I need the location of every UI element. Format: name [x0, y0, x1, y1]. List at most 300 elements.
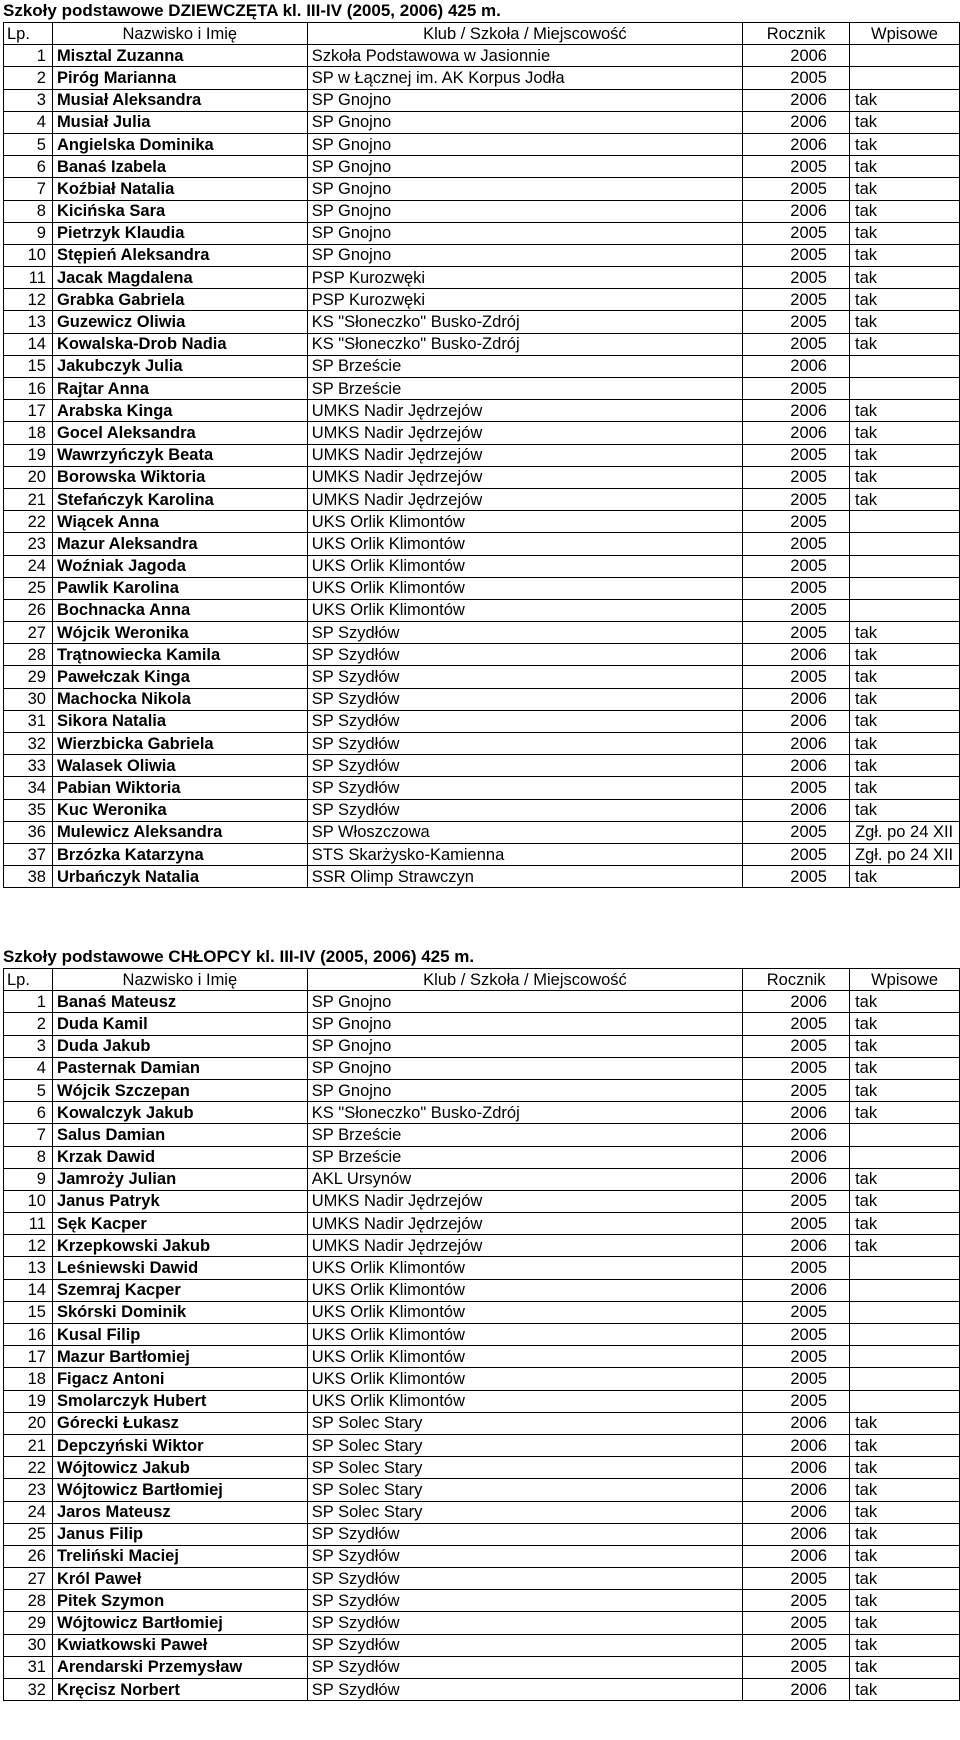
cell-lp: 20 [4, 466, 53, 488]
cell-year: 2005 [743, 1190, 850, 1212]
cell-name: Wawrzyńczyk Beata [52, 444, 307, 466]
cell-year: 2005 [743, 1301, 850, 1323]
cell-fee [849, 599, 959, 621]
cell-lp: 1 [4, 991, 53, 1013]
cell-name: Kowalska-Drob Nadia [52, 333, 307, 355]
cell-fee [850, 1368, 960, 1390]
cell-name: Mulewicz Aleksandra [52, 821, 307, 843]
table-row [4, 1346, 960, 1368]
cell-club: SP Solec Stary [307, 1412, 742, 1434]
cell-fee: tak [849, 222, 959, 244]
table-row [4, 991, 960, 1013]
cell-name: Janus Patryk [52, 1190, 307, 1212]
cell-lp: 5 [4, 133, 53, 155]
table-row [4, 111, 960, 133]
cell-club: SP Solec Stary [307, 1434, 742, 1456]
cell-fee: tak [849, 400, 959, 422]
header-name: Nazwisko i Imię [52, 969, 307, 991]
cell-lp: 10 [4, 1190, 53, 1212]
cell-fee: tak [850, 1523, 960, 1545]
cell-name: Stępień Aleksandra [52, 244, 307, 266]
cell-club: SP Szydłów [307, 1679, 742, 1701]
cell-lp: 19 [4, 1390, 53, 1412]
cell-year: 2006 [743, 133, 850, 155]
cell-name: Pabian Wiktoria [52, 777, 307, 799]
table-row [4, 1168, 960, 1190]
cell-fee: tak [850, 1057, 960, 1079]
cell-club: SP Gnojno [307, 1013, 742, 1035]
cell-lp: 32 [4, 1679, 53, 1701]
cell-fee [850, 1301, 960, 1323]
cell-name: Pawełczak Kinga [52, 666, 307, 688]
cell-fee: tak [849, 866, 959, 888]
cell-year: 2005 [743, 1634, 850, 1656]
cell-club: UMKS Nadir Jędrzejów [307, 444, 742, 466]
cell-fee [849, 67, 959, 89]
cell-club: UMKS Nadir Jędrzejów [307, 1213, 742, 1235]
cell-fee: tak [849, 422, 959, 444]
cell-lp: 13 [4, 311, 53, 333]
cell-fee: tak [850, 1213, 960, 1235]
cell-name: Wiącek Anna [52, 511, 307, 533]
cell-fee: tak [850, 1035, 960, 1057]
cell-fee [849, 511, 959, 533]
cell-fee [849, 355, 959, 377]
boys-table [3, 968, 960, 1701]
table-row [4, 533, 960, 555]
cell-club: UKS Orlik Klimontów [307, 1279, 742, 1301]
cell-lp: 26 [4, 599, 53, 621]
cell-year: 2005 [743, 1656, 850, 1678]
cell-name: Sikora Natalia [52, 710, 307, 732]
cell-club: SP Gnojno [307, 89, 742, 111]
cell-name: Kicińska Sara [52, 200, 307, 222]
table-row [4, 821, 960, 843]
cell-fee [850, 1124, 960, 1146]
cell-lp: 16 [4, 378, 53, 400]
table-row [4, 488, 960, 510]
cell-name: Wierzbicka Gabriela [52, 733, 307, 755]
cell-year: 2005 [743, 1612, 850, 1634]
cell-lp: 6 [4, 156, 53, 178]
cell-name: Król Paweł [52, 1568, 307, 1590]
cell-fee: tak [850, 1434, 960, 1456]
cell-fee [849, 577, 959, 599]
cell-lp: 38 [4, 866, 53, 888]
table-row [4, 1457, 960, 1479]
cell-name: Angielska Dominika [52, 133, 307, 155]
header-lp: Lp. [4, 969, 53, 991]
cell-club: AKL Ursynów [307, 1168, 742, 1190]
table-row [4, 1390, 960, 1412]
cell-lp: 6 [4, 1102, 53, 1124]
cell-club: UKS Orlik Klimontów [307, 1390, 742, 1412]
cell-year: 2005 [743, 843, 850, 865]
cell-year: 2005 [743, 622, 850, 644]
cell-name: Wójcik Szczepan [52, 1079, 307, 1101]
table-row [4, 843, 960, 865]
cell-lp: 2 [4, 67, 53, 89]
cell-year: 2006 [743, 1279, 850, 1301]
cell-lp: 25 [4, 577, 53, 599]
cell-name: Janus Filip [52, 1523, 307, 1545]
cell-year: 2006 [743, 1679, 850, 1701]
table-row [4, 466, 960, 488]
cell-name: Walasek Oliwia [52, 755, 307, 777]
cell-year: 2006 [743, 688, 850, 710]
table-row [4, 289, 960, 311]
cell-year: 2006 [743, 400, 850, 422]
table-row [4, 267, 960, 289]
table-row [4, 1568, 960, 1590]
cell-name: Pasternak Damian [52, 1057, 307, 1079]
cell-lp: 12 [4, 1235, 53, 1257]
cell-name: Wójtowicz Bartłomiej [52, 1612, 307, 1634]
cell-name: Krzepkowski Jakub [52, 1235, 307, 1257]
table-row [4, 1035, 960, 1057]
cell-year: 2006 [743, 89, 850, 111]
cell-lp: 10 [4, 244, 53, 266]
cell-year: 2006 [743, 710, 850, 732]
cell-year: 2005 [743, 444, 850, 466]
table-row [4, 1013, 960, 1035]
table-row [4, 511, 960, 533]
cell-lp: 3 [4, 89, 53, 111]
cell-club: SP Szydłów [307, 666, 742, 688]
cell-year: 2006 [743, 111, 850, 133]
cell-name: Machocka Nikola [52, 688, 307, 710]
table-row [4, 244, 960, 266]
cell-fee [850, 1324, 960, 1346]
cell-club: SP Gnojno [307, 222, 742, 244]
table-row [4, 1257, 960, 1279]
cell-year: 2005 [743, 1257, 850, 1279]
cell-lp: 8 [4, 200, 53, 222]
cell-year: 2006 [743, 1124, 850, 1146]
table-row [4, 799, 960, 821]
cell-name: Pawlik Karolina [52, 577, 307, 599]
cell-name: Musiał Aleksandra [52, 89, 307, 111]
cell-year: 2005 [743, 466, 850, 488]
cell-club: UMKS Nadir Jędrzejów [307, 400, 742, 422]
table-row [4, 67, 960, 89]
cell-lp: 11 [4, 1213, 53, 1235]
cell-fee: tak [849, 733, 959, 755]
cell-year: 2006 [743, 355, 850, 377]
cell-lp: 27 [4, 1568, 53, 1590]
cell-lp: 4 [4, 111, 53, 133]
cell-fee: tak [850, 1590, 960, 1612]
header-name: Nazwisko i Imię [52, 23, 307, 45]
table-row [4, 355, 960, 377]
header-year: Rocznik [743, 969, 850, 991]
cell-name: Kusal Filip [52, 1324, 307, 1346]
cell-lp: 5 [4, 1079, 53, 1101]
cell-club: SP Szydłów [307, 733, 742, 755]
cell-year: 2005 [743, 599, 850, 621]
cell-year: 2005 [743, 267, 850, 289]
cell-name: Banaś Mateusz [52, 991, 307, 1013]
cell-fee: tak [849, 799, 959, 821]
cell-club: SP Szydłów [307, 1634, 742, 1656]
cell-club: KS "Słoneczko" Busko-Zdrój [307, 333, 742, 355]
table-row [4, 1057, 960, 1079]
table-row [4, 311, 960, 333]
cell-name: Arendarski Przemysław [52, 1656, 307, 1678]
cell-club: SP Gnojno [307, 133, 742, 155]
cell-club: SP Szydłów [307, 1656, 742, 1678]
cell-lp: 31 [4, 710, 53, 732]
cell-lp: 1 [4, 45, 53, 67]
table-row [4, 710, 960, 732]
cell-club: SP Szydłów [307, 1568, 742, 1590]
table-row [4, 688, 960, 710]
cell-club: SP Gnojno [307, 1057, 742, 1079]
cell-lp: 19 [4, 444, 53, 466]
cell-year: 2005 [743, 1568, 850, 1590]
cell-name: Jamroży Julian [52, 1168, 307, 1190]
cell-lp: 25 [4, 1523, 53, 1545]
cell-club: SP Brzeście [307, 1124, 742, 1146]
cell-name: Woźniak Jagoda [52, 555, 307, 577]
cell-lp: 36 [4, 821, 53, 843]
cell-fee [850, 1146, 960, 1168]
cell-club: UKS Orlik Klimontów [307, 1301, 742, 1323]
cell-name: Piróg Marianna [52, 67, 307, 89]
cell-name: Krzak Dawid [52, 1146, 307, 1168]
cell-name: Kwiatkowski Paweł [52, 1634, 307, 1656]
cell-year: 2005 [743, 777, 850, 799]
cell-name: Grabka Gabriela [52, 289, 307, 311]
table-row [4, 1213, 960, 1235]
cell-year: 2005 [743, 1324, 850, 1346]
table-row [4, 1656, 960, 1678]
table-row [4, 1279, 960, 1301]
cell-lp: 18 [4, 422, 53, 444]
cell-lp: 28 [4, 1590, 53, 1612]
cell-name: Kuc Weronika [52, 799, 307, 821]
cell-fee: tak [849, 333, 959, 355]
table-row [4, 333, 960, 355]
cell-fee: tak [849, 777, 959, 799]
cell-fee: tak [850, 1457, 960, 1479]
table-row [4, 1501, 960, 1523]
cell-club: UMKS Nadir Jędrzejów [307, 422, 742, 444]
cell-lp: 29 [4, 1612, 53, 1634]
cell-fee: Zgł. po 24 XII [849, 843, 959, 865]
cell-fee: tak [850, 1656, 960, 1678]
cell-lp: 9 [4, 1168, 53, 1190]
cell-club: SP Gnojno [307, 111, 742, 133]
cell-lp: 3 [4, 1035, 53, 1057]
table-row [4, 1079, 960, 1101]
cell-club: UKS Orlik Klimontów [307, 1346, 742, 1368]
cell-lp: 37 [4, 843, 53, 865]
table-row [4, 1412, 960, 1434]
cell-lp: 34 [4, 777, 53, 799]
cell-lp: 24 [4, 1501, 53, 1523]
cell-lp: 35 [4, 799, 53, 821]
cell-year: 2006 [743, 799, 850, 821]
cell-lp: 27 [4, 622, 53, 644]
cell-year: 2005 [743, 666, 850, 688]
cell-lp: 12 [4, 289, 53, 311]
cell-year: 2005 [743, 1213, 850, 1235]
cell-lp: 9 [4, 222, 53, 244]
table-row [4, 1612, 960, 1634]
cell-fee: tak [849, 311, 959, 333]
cell-fee [849, 555, 959, 577]
cell-fee: tak [850, 1168, 960, 1190]
table-row [4, 133, 960, 155]
table-row [4, 755, 960, 777]
cell-fee: tak [849, 488, 959, 510]
cell-name: Kowalczyk Jakub [52, 1102, 307, 1124]
cell-lp: 16 [4, 1324, 53, 1346]
cell-club: SP Solec Stary [307, 1457, 742, 1479]
boys-section-title: Szkoły podstawowe CHŁOPCY kl. III-IV (2005, 2006) 425 m. [3, 947, 475, 966]
cell-club: SP Włoszczowa [307, 821, 742, 843]
girls-table-body [4, 23, 960, 888]
cell-club: SP Gnojno [307, 156, 742, 178]
cell-name: Jaros Mateusz [52, 1501, 307, 1523]
header-club: Klub / Szkoła / Miejscowość [307, 23, 742, 45]
table-row [4, 178, 960, 200]
cell-club: UMKS Nadir Jędrzejów [307, 1190, 742, 1212]
cell-year: 2005 [743, 488, 850, 510]
cell-lp: 15 [4, 1301, 53, 1323]
table-row [4, 1590, 960, 1612]
cell-lp: 7 [4, 178, 53, 200]
cell-club: UMKS Nadir Jędrzejów [307, 1235, 742, 1257]
cell-lp: 11 [4, 267, 53, 289]
cell-fee: tak [849, 89, 959, 111]
cell-name: Wójtowicz Jakub [52, 1457, 307, 1479]
header-fee: Wpisowe [850, 969, 960, 991]
cell-year: 2006 [743, 1235, 850, 1257]
cell-year: 2006 [743, 1457, 850, 1479]
cell-fee: tak [850, 1634, 960, 1656]
cell-fee: tak [849, 755, 959, 777]
cell-fee: tak [849, 156, 959, 178]
cell-club: SP Gnojno [307, 244, 742, 266]
cell-year: 2005 [743, 333, 850, 355]
cell-fee: tak [850, 1612, 960, 1634]
cell-year: 2006 [743, 1146, 850, 1168]
cell-club: SP Solec Stary [307, 1501, 742, 1523]
table-row [4, 777, 960, 799]
cell-name: Pitek Szymon [52, 1590, 307, 1612]
cell-name: Skórski Dominik [52, 1301, 307, 1323]
cell-year: 2005 [743, 222, 850, 244]
cell-name: Sęk Kacper [52, 1213, 307, 1235]
table-row [4, 866, 960, 888]
cell-club: SP Gnojno [307, 200, 742, 222]
cell-lp: 15 [4, 355, 53, 377]
cell-name: Duda Jakub [52, 1035, 307, 1057]
cell-name: Wójtowicz Bartłomiej [52, 1479, 307, 1501]
cell-fee [850, 1346, 960, 1368]
cell-year: 2005 [743, 821, 850, 843]
cell-name: Gocel Aleksandra [52, 422, 307, 444]
cell-club: UKS Orlik Klimontów [307, 1324, 742, 1346]
cell-fee: tak [850, 1235, 960, 1257]
cell-club: UKS Orlik Klimontów [307, 577, 742, 599]
cell-lp: 2 [4, 1013, 53, 1035]
table-row [4, 422, 960, 444]
table-row [4, 577, 960, 599]
cell-fee: tak [850, 991, 960, 1013]
table-row [4, 666, 960, 688]
cell-year: 2005 [743, 1035, 850, 1057]
cell-name: Wójcik Weronika [52, 622, 307, 644]
cell-lp: 23 [4, 533, 53, 555]
cell-club: UKS Orlik Klimontów [307, 1257, 742, 1279]
table-row [4, 622, 960, 644]
cell-year: 2006 [743, 1412, 850, 1434]
table-row [4, 200, 960, 222]
table-row [4, 1545, 960, 1567]
cell-year: 2005 [743, 1346, 850, 1368]
cell-club: SP Szydłów [307, 644, 742, 666]
cell-club: UKS Orlik Klimontów [307, 533, 742, 555]
cell-club: SP Gnojno [307, 178, 742, 200]
cell-year: 2006 [743, 1523, 850, 1545]
cell-year: 2006 [743, 1501, 850, 1523]
cell-club: UMKS Nadir Jędrzejów [307, 466, 742, 488]
table-row [4, 378, 960, 400]
cell-year: 2005 [743, 1368, 850, 1390]
cell-lp: 21 [4, 1434, 53, 1456]
cell-year: 2006 [743, 422, 850, 444]
cell-fee: tak [849, 644, 959, 666]
cell-name: Smolarczyk Hubert [52, 1390, 307, 1412]
cell-fee: tak [850, 1545, 960, 1567]
table-row [4, 1634, 960, 1656]
boys-table-body [4, 969, 960, 1701]
cell-lp: 30 [4, 1634, 53, 1656]
cell-lp: 13 [4, 1257, 53, 1279]
cell-lp: 23 [4, 1479, 53, 1501]
cell-name: Rajtar Anna [52, 378, 307, 400]
cell-name: Depczyński Wiktor [52, 1434, 307, 1456]
cell-fee [849, 45, 959, 67]
cell-lp: 33 [4, 755, 53, 777]
cell-club: SP Gnojno [307, 1079, 742, 1101]
cell-lp: 4 [4, 1057, 53, 1079]
cell-club: SP Gnojno [307, 1035, 742, 1057]
cell-year: 2006 [743, 755, 850, 777]
table-row [4, 1324, 960, 1346]
cell-club: SP Brzeście [307, 1146, 742, 1168]
cell-name: Musiał Julia [52, 111, 307, 133]
cell-fee [850, 1390, 960, 1412]
cell-club: SP Szydłów [307, 1523, 742, 1545]
cell-fee: tak [849, 666, 959, 688]
header-club: Klub / Szkoła / Miejscowość [307, 969, 742, 991]
table-row [4, 1102, 960, 1124]
cell-lp: 14 [4, 1279, 53, 1301]
cell-name: Jakubczyk Julia [52, 355, 307, 377]
table-row [4, 400, 960, 422]
cell-lp: 21 [4, 488, 53, 510]
cell-club: UKS Orlik Klimontów [307, 555, 742, 577]
table-row [4, 1124, 960, 1146]
cell-fee: tak [849, 289, 959, 311]
table-row [4, 1523, 960, 1545]
cell-name: Szemraj Kacper [52, 1279, 307, 1301]
cell-fee: tak [849, 200, 959, 222]
